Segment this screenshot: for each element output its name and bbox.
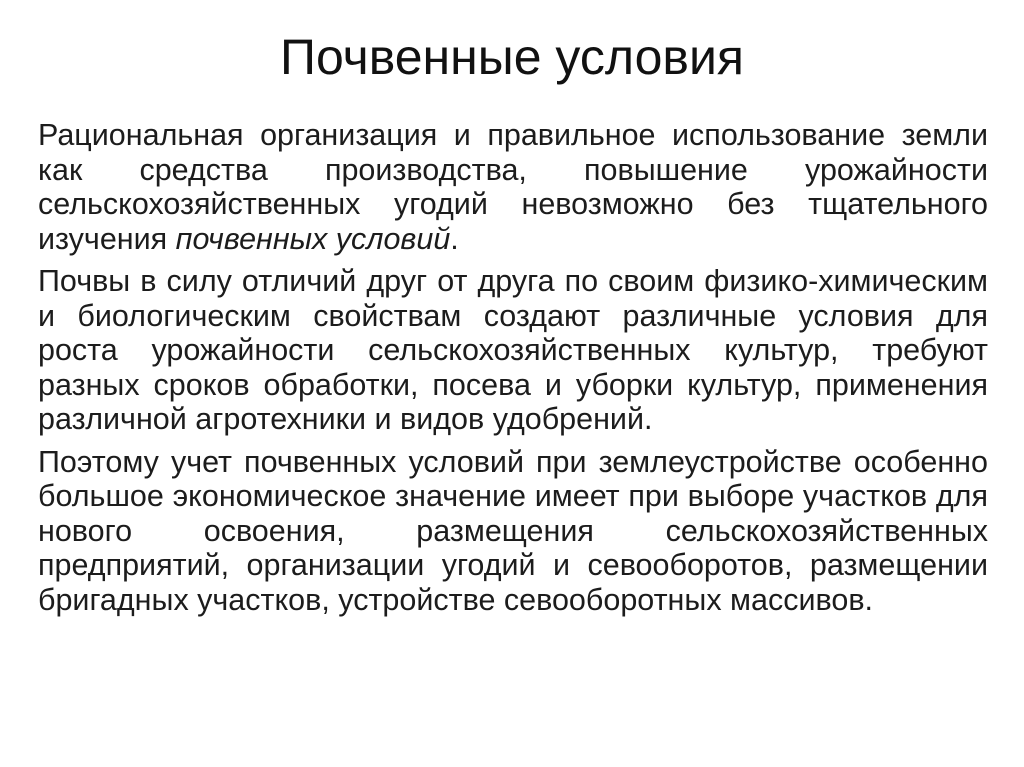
slide-body bbox=[38, 118, 988, 625]
paragraph-1-text-end: . bbox=[450, 221, 459, 256]
paragraph-1-text-start: Рациональная организация и правильное использование земли как средства производства, повышение урожайности сельскохозяйственных угодий невозможно без тщательного изучения bbox=[38, 118, 988, 256]
paragraph-1-emphasis: почвенных условий bbox=[175, 221, 451, 256]
paragraph-1 bbox=[38, 118, 988, 256]
slide-title: Почвенные условия bbox=[280, 29, 744, 85]
paragraph-2: Почвы в силу отличий друг от друга по своим физико-химическим и биологическим свойствам создают различные условия для роста урожайности сельскохозяйственных культур, требуют разных сроков обработки, посева и уборки культур, применения различной агротехники и видов удобрений. bbox=[38, 264, 988, 436]
paragraph-3: Поэтому учет почвенных условий при землеустройстве особенно большое экономическое значение имеет при выборе участков для нового освоения, размещения сельскохозяйственных предприятий, организации угодий и севооборотов, размещении бригадных участков, устройстве севооборотных массивов. bbox=[38, 444, 988, 617]
